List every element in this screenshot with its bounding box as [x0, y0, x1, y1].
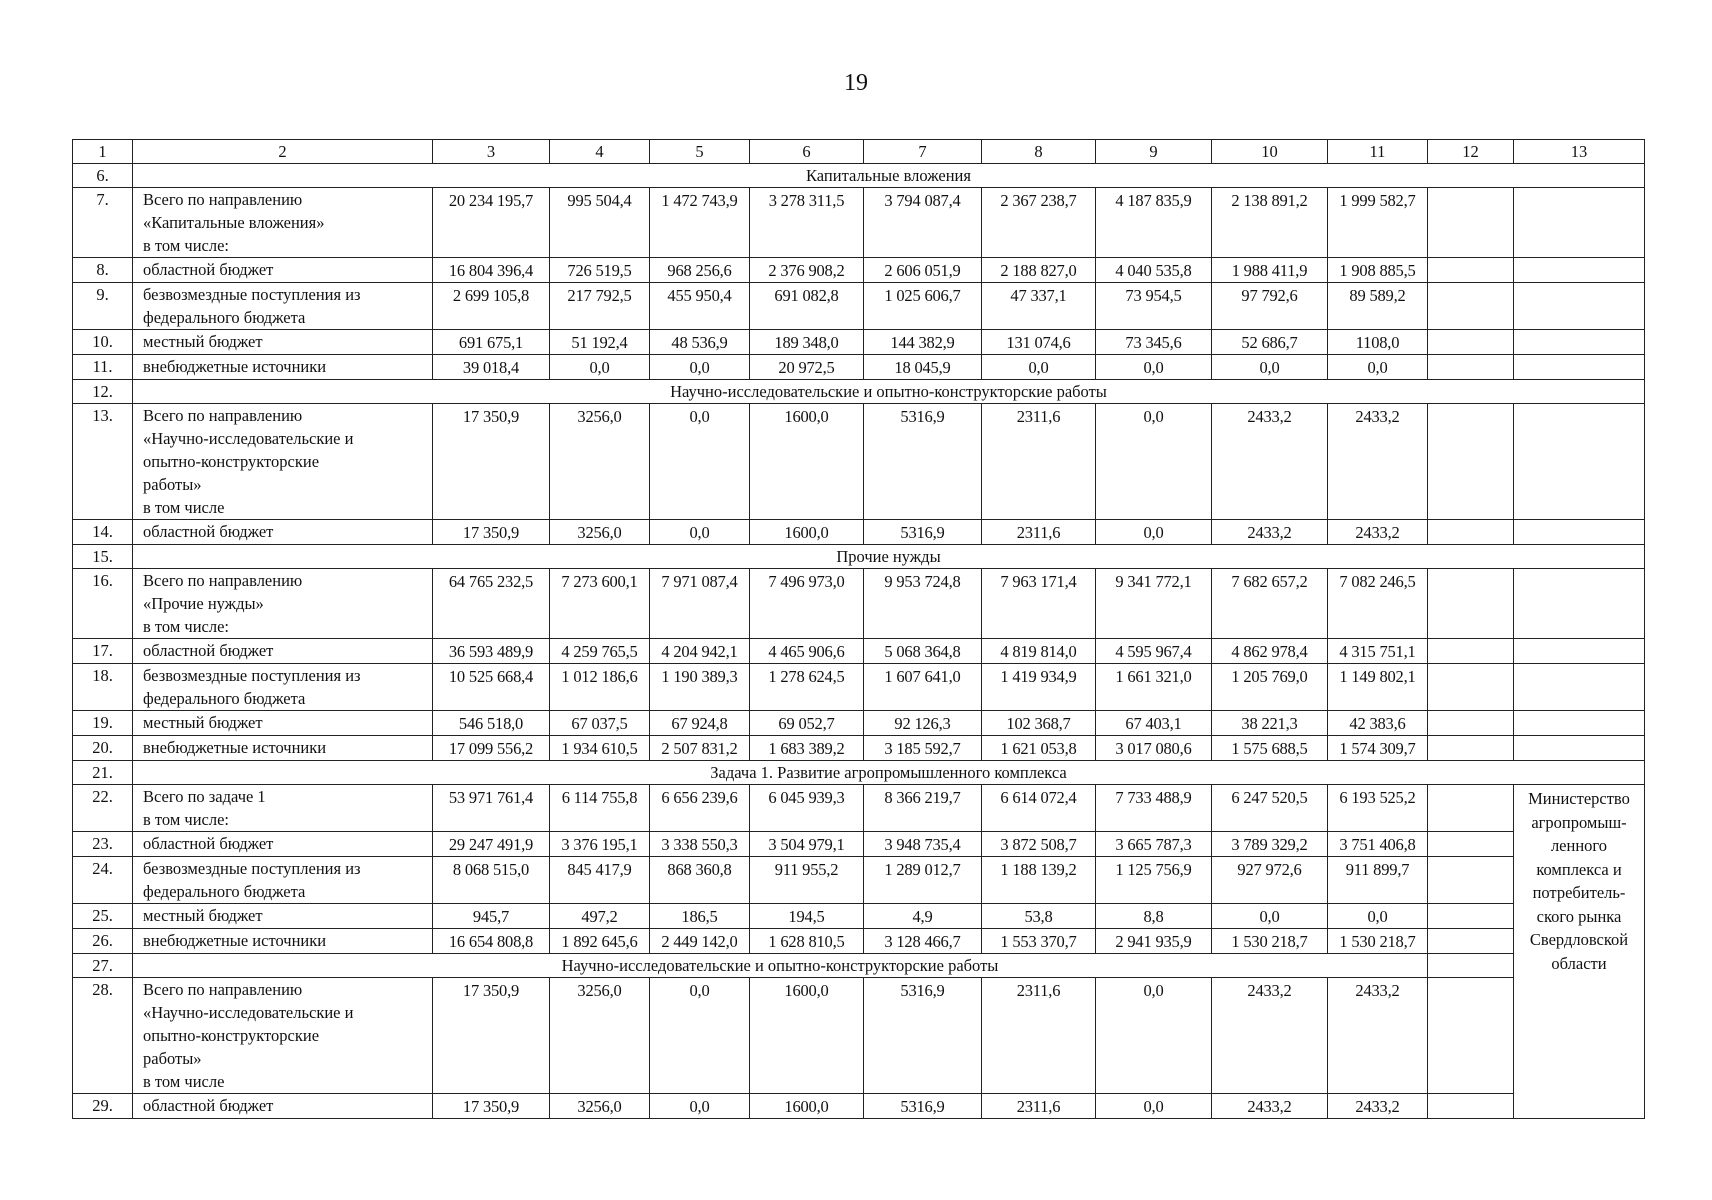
value-cell: 1 628 810,5 — [750, 929, 864, 954]
table-row — [73, 520, 1645, 545]
value-cell: 4 595 967,4 — [1096, 639, 1212, 664]
value-cell: 131 074,6 — [982, 330, 1096, 355]
value-cell: 6 193 525,2 — [1328, 785, 1428, 832]
value-cell: 7 273 600,1 — [550, 569, 650, 639]
row-label: Всего по направлению «Научно-исследовательские и опытно-конструкторские работы» в том числе — [133, 404, 433, 520]
value-cell: 67 403,1 — [1096, 711, 1212, 736]
table-row — [73, 330, 1645, 355]
table-row — [73, 639, 1645, 664]
row-number: 7. — [73, 188, 133, 258]
row-number: 16. — [73, 569, 133, 639]
value-cell: 1 289 012,7 — [864, 857, 982, 904]
row-number: 6. — [73, 164, 133, 188]
value-cell: 36 593 489,9 — [433, 639, 550, 664]
column-header: 5 — [650, 140, 750, 164]
value-cell: 3256,0 — [550, 404, 650, 520]
row-number: 12. — [73, 380, 133, 404]
value-cell: 0,0 — [650, 1094, 750, 1119]
empty-cell — [1428, 904, 1514, 929]
value-cell: 5316,9 — [864, 520, 982, 545]
value-cell: 2311,6 — [982, 978, 1096, 1094]
row-number: 26. — [73, 929, 133, 954]
value-cell: 67 037,5 — [550, 711, 650, 736]
value-cell: 968 256,6 — [650, 258, 750, 283]
table-row — [73, 736, 1645, 761]
value-cell: 5316,9 — [864, 1094, 982, 1119]
row-label: местный бюджет — [133, 904, 433, 929]
value-cell: 0,0 — [1328, 904, 1428, 929]
empty-cell — [1428, 569, 1514, 639]
value-cell: 2311,6 — [982, 1094, 1096, 1119]
row-number: 15. — [73, 545, 133, 569]
row-label: областной бюджет — [133, 1094, 433, 1119]
table-row — [73, 258, 1645, 283]
value-cell: 1 621 053,8 — [982, 736, 1096, 761]
value-cell: 0,0 — [1096, 355, 1212, 380]
value-cell: 6 614 072,4 — [982, 785, 1096, 832]
value-cell: 17 350,9 — [433, 404, 550, 520]
value-cell: 73 345,6 — [1096, 330, 1212, 355]
value-cell: 1 125 756,9 — [1096, 857, 1212, 904]
value-cell: 691 675,1 — [433, 330, 550, 355]
value-cell: 3 376 195,1 — [550, 832, 650, 857]
row-number: 11. — [73, 355, 133, 380]
value-cell: 1108,0 — [1328, 330, 1428, 355]
value-cell: 8,8 — [1096, 904, 1212, 929]
value-cell: 102 368,7 — [982, 711, 1096, 736]
value-cell: 4,9 — [864, 904, 982, 929]
value-cell: 7 082 246,5 — [1328, 569, 1428, 639]
value-cell: 3 504 979,1 — [750, 832, 864, 857]
row-number: 21. — [73, 761, 133, 785]
value-cell: 7 971 087,4 — [650, 569, 750, 639]
value-cell: 73 954,5 — [1096, 283, 1212, 330]
value-cell: 0,0 — [650, 520, 750, 545]
value-cell: 6 656 239,6 — [650, 785, 750, 832]
value-cell: 0,0 — [982, 355, 1096, 380]
table-body — [73, 140, 1645, 1119]
value-cell: 0,0 — [1096, 520, 1212, 545]
value-cell: 4 204 942,1 — [650, 639, 750, 664]
table-row — [73, 1094, 1645, 1119]
value-cell: 3 278 311,5 — [750, 188, 864, 258]
value-cell: 1 892 645,6 — [550, 929, 650, 954]
empty-cell — [1428, 929, 1514, 954]
value-cell: 189 348,0 — [750, 330, 864, 355]
column-header: 2 — [133, 140, 433, 164]
row-number: 22. — [73, 785, 133, 832]
row-label: безвозмездные поступления из федерального бюджета — [133, 664, 433, 711]
empty-cell — [1428, 404, 1514, 520]
value-cell: 20 972,5 — [750, 355, 864, 380]
value-cell: 6 045 939,3 — [750, 785, 864, 832]
empty-cell — [1514, 520, 1645, 545]
value-cell: 3 872 508,7 — [982, 832, 1096, 857]
value-cell: 1 149 802,1 — [1328, 664, 1428, 711]
value-cell: 4 259 765,5 — [550, 639, 650, 664]
row-label: безвозмездные поступления из федерального бюджета — [133, 283, 433, 330]
value-cell: 1600,0 — [750, 1094, 864, 1119]
value-cell: 3 751 406,8 — [1328, 832, 1428, 857]
value-cell: 4 040 535,8 — [1096, 258, 1212, 283]
value-cell: 7 733 488,9 — [1096, 785, 1212, 832]
table-row — [73, 664, 1645, 711]
table-row — [73, 711, 1645, 736]
budget-table — [72, 139, 1645, 1119]
row-number: 9. — [73, 283, 133, 330]
value-cell: 6 114 755,8 — [550, 785, 650, 832]
empty-cell — [1428, 520, 1514, 545]
table-row — [73, 929, 1645, 954]
row-label: безвозмездные поступления из федерального бюджета — [133, 857, 433, 904]
row-number: 14. — [73, 520, 133, 545]
value-cell: 16 804 396,4 — [433, 258, 550, 283]
value-cell: 0,0 — [650, 978, 750, 1094]
row-number: 29. — [73, 1094, 133, 1119]
value-cell: 5316,9 — [864, 978, 982, 1094]
column-header-row — [73, 140, 1645, 164]
value-cell: 52 686,7 — [1212, 330, 1328, 355]
value-cell: 186,5 — [650, 904, 750, 929]
value-cell: 194,5 — [750, 904, 864, 929]
value-cell: 1 574 309,7 — [1328, 736, 1428, 761]
empty-cell — [1428, 664, 1514, 711]
value-cell: 1 530 218,7 — [1212, 929, 1328, 954]
value-cell: 0,0 — [550, 355, 650, 380]
row-label: местный бюджет — [133, 330, 433, 355]
value-cell: 4 819 814,0 — [982, 639, 1096, 664]
section-row — [73, 761, 1645, 785]
row-number: 10. — [73, 330, 133, 355]
row-label: областной бюджет — [133, 520, 433, 545]
row-label: внебюджетные источники — [133, 929, 433, 954]
value-cell: 89 589,2 — [1328, 283, 1428, 330]
table-row — [73, 832, 1645, 857]
row-label: Всего по направлению «Прочие нужды» в том числе: — [133, 569, 433, 639]
table-row — [73, 785, 1645, 832]
value-cell: 42 383,6 — [1328, 711, 1428, 736]
empty-cell — [1428, 1094, 1514, 1119]
value-cell: 2433,2 — [1328, 520, 1428, 545]
value-cell: 51 192,4 — [550, 330, 650, 355]
empty-cell — [1514, 711, 1645, 736]
empty-cell — [1428, 283, 1514, 330]
value-cell: 1 683 389,2 — [750, 736, 864, 761]
value-cell: 53,8 — [982, 904, 1096, 929]
value-cell: 1 472 743,9 — [650, 188, 750, 258]
column-header: 1 — [73, 140, 133, 164]
value-cell: 1 012 186,6 — [550, 664, 650, 711]
value-cell: 1 025 606,7 — [864, 283, 982, 330]
value-cell: 1 661 321,0 — [1096, 664, 1212, 711]
value-cell: 38 221,3 — [1212, 711, 1328, 736]
table-row — [73, 569, 1645, 639]
value-cell: 92 126,3 — [864, 711, 982, 736]
row-number: 24. — [73, 857, 133, 904]
value-cell: 4 862 978,4 — [1212, 639, 1328, 664]
value-cell: 7 496 973,0 — [750, 569, 864, 639]
value-cell: 2 367 238,7 — [982, 188, 1096, 258]
value-cell: 7 682 657,2 — [1212, 569, 1328, 639]
value-cell: 10 525 668,4 — [433, 664, 550, 711]
row-label: Всего по направлению «Капитальные вложения» в том числе: — [133, 188, 433, 258]
value-cell: 17 350,9 — [433, 978, 550, 1094]
value-cell: 29 247 491,9 — [433, 832, 550, 857]
table-row — [73, 188, 1645, 258]
row-number: 13. — [73, 404, 133, 520]
value-cell: 4 465 906,6 — [750, 639, 864, 664]
column-header: 6 — [750, 140, 864, 164]
value-cell: 845 417,9 — [550, 857, 650, 904]
column-header: 11 — [1328, 140, 1428, 164]
value-cell: 0,0 — [1212, 355, 1328, 380]
table-row — [73, 904, 1645, 929]
section-title: Задача 1. Развитие агропромышленного комплекса — [133, 761, 1645, 785]
value-cell: 47 337,1 — [982, 283, 1096, 330]
empty-cell — [1428, 711, 1514, 736]
table-row — [73, 283, 1645, 330]
column-header: 7 — [864, 140, 982, 164]
value-cell: 1 188 139,2 — [982, 857, 1096, 904]
empty-cell — [1514, 404, 1645, 520]
value-cell: 2311,6 — [982, 520, 1096, 545]
table-row — [73, 857, 1645, 904]
row-label: областной бюджет — [133, 639, 433, 664]
value-cell: 4 315 751,1 — [1328, 639, 1428, 664]
value-cell: 1 988 411,9 — [1212, 258, 1328, 283]
section-row — [73, 164, 1645, 188]
row-number: 18. — [73, 664, 133, 711]
section-row — [73, 545, 1645, 569]
value-cell: 455 950,4 — [650, 283, 750, 330]
column-header: 9 — [1096, 140, 1212, 164]
value-cell: 1 934 610,5 — [550, 736, 650, 761]
value-cell: 2 138 891,2 — [1212, 188, 1328, 258]
value-cell: 69 052,7 — [750, 711, 864, 736]
value-cell: 2433,2 — [1212, 978, 1328, 1094]
value-cell: 39 018,4 — [433, 355, 550, 380]
value-cell: 1 530 218,7 — [1328, 929, 1428, 954]
column-header: 13 — [1514, 140, 1645, 164]
value-cell: 17 350,9 — [433, 520, 550, 545]
value-cell: 1 278 624,5 — [750, 664, 864, 711]
value-cell: 1 908 885,5 — [1328, 258, 1428, 283]
row-label: внебюджетные источники — [133, 355, 433, 380]
value-cell: 1 607 641,0 — [864, 664, 982, 711]
value-cell: 2433,2 — [1328, 978, 1428, 1094]
value-cell: 53 971 761,4 — [433, 785, 550, 832]
table-row — [73, 404, 1645, 520]
value-cell: 995 504,4 — [550, 188, 650, 258]
row-label: Всего по направлению «Научно-исследовательские и опытно-конструкторские работы» в том числе — [133, 978, 433, 1094]
value-cell: 945,7 — [433, 904, 550, 929]
empty-cell — [1428, 188, 1514, 258]
row-number: 19. — [73, 711, 133, 736]
empty-cell — [1428, 736, 1514, 761]
value-cell: 3256,0 — [550, 520, 650, 545]
value-cell: 9 341 772,1 — [1096, 569, 1212, 639]
value-cell: 18 045,9 — [864, 355, 982, 380]
row-number: 23. — [73, 832, 133, 857]
value-cell: 3 789 329,2 — [1212, 832, 1328, 857]
value-cell: 0,0 — [650, 355, 750, 380]
column-header: 12 — [1428, 140, 1514, 164]
value-cell: 0,0 — [1096, 404, 1212, 520]
value-cell: 1600,0 — [750, 520, 864, 545]
value-cell: 2 941 935,9 — [1096, 929, 1212, 954]
value-cell: 3256,0 — [550, 1094, 650, 1119]
value-cell: 6 247 520,5 — [1212, 785, 1328, 832]
value-cell: 0,0 — [1096, 1094, 1212, 1119]
value-cell: 2433,2 — [1212, 1094, 1328, 1119]
value-cell: 20 234 195,7 — [433, 188, 550, 258]
value-cell: 0,0 — [1096, 978, 1212, 1094]
value-cell: 5 068 364,8 — [864, 639, 982, 664]
table-row — [73, 355, 1645, 380]
value-cell: 64 765 232,5 — [433, 569, 550, 639]
section-title: Прочие нужды — [133, 545, 1645, 569]
value-cell: 17 350,9 — [433, 1094, 550, 1119]
value-cell: 2 449 142,0 — [650, 929, 750, 954]
value-cell: 48 536,9 — [650, 330, 750, 355]
value-cell: 67 924,8 — [650, 711, 750, 736]
value-cell: 3 948 735,4 — [864, 832, 982, 857]
empty-cell — [1428, 785, 1514, 832]
value-cell: 2 376 908,2 — [750, 258, 864, 283]
row-number: 28. — [73, 978, 133, 1094]
value-cell: 1 999 582,7 — [1328, 188, 1428, 258]
responsible-executor: Министерство агропромыш- ленного комплекса и потребитель- ского рынка Свердловской области — [1514, 785, 1645, 1119]
empty-cell — [1514, 258, 1645, 283]
empty-cell — [1514, 283, 1645, 330]
value-cell: 2433,2 — [1212, 404, 1328, 520]
section-row — [73, 954, 1645, 978]
value-cell: 2 188 827,0 — [982, 258, 1096, 283]
empty-cell — [1514, 355, 1645, 380]
row-number: 25. — [73, 904, 133, 929]
value-cell: 8 366 219,7 — [864, 785, 982, 832]
section-title: Научно-исследовательские и опытно-конструкторские работы — [133, 380, 1645, 404]
value-cell: 2433,2 — [1328, 404, 1428, 520]
section-row — [73, 380, 1645, 404]
page-number: 19 — [844, 70, 868, 96]
empty-cell — [1428, 832, 1514, 857]
value-cell: 1 575 688,5 — [1212, 736, 1328, 761]
value-cell: 3 185 592,7 — [864, 736, 982, 761]
value-cell: 17 099 556,2 — [433, 736, 550, 761]
value-cell: 7 963 171,4 — [982, 569, 1096, 639]
value-cell: 3256,0 — [550, 978, 650, 1094]
empty-cell — [1514, 736, 1645, 761]
value-cell: 3 665 787,3 — [1096, 832, 1212, 857]
value-cell: 0,0 — [1328, 355, 1428, 380]
value-cell: 927 972,6 — [1212, 857, 1328, 904]
value-cell: 2 606 051,9 — [864, 258, 982, 283]
value-cell: 911 955,2 — [750, 857, 864, 904]
empty-cell — [1514, 569, 1645, 639]
column-header: 10 — [1212, 140, 1328, 164]
value-cell: 217 792,5 — [550, 283, 650, 330]
row-number: 20. — [73, 736, 133, 761]
empty-cell — [1514, 188, 1645, 258]
value-cell: 546 518,0 — [433, 711, 550, 736]
empty-cell — [1428, 857, 1514, 904]
value-cell: 0,0 — [650, 404, 750, 520]
value-cell: 97 792,6 — [1212, 283, 1328, 330]
empty-cell — [1514, 330, 1645, 355]
value-cell: 9 953 724,8 — [864, 569, 982, 639]
row-label: местный бюджет — [133, 711, 433, 736]
column-header: 4 — [550, 140, 650, 164]
row-label: внебюджетные источники — [133, 736, 433, 761]
value-cell: 2 699 105,8 — [433, 283, 550, 330]
value-cell: 691 082,8 — [750, 283, 864, 330]
value-cell: 1 553 370,7 — [982, 929, 1096, 954]
value-cell: 726 519,5 — [550, 258, 650, 283]
row-number: 8. — [73, 258, 133, 283]
value-cell: 2 507 831,2 — [650, 736, 750, 761]
table-row — [73, 978, 1645, 1094]
row-number: 17. — [73, 639, 133, 664]
value-cell: 1 190 389,3 — [650, 664, 750, 711]
row-number: 27. — [73, 954, 133, 978]
value-cell: 497,2 — [550, 904, 650, 929]
value-cell: 3 017 080,6 — [1096, 736, 1212, 761]
value-cell: 2433,2 — [1212, 520, 1328, 545]
empty-cell — [1428, 258, 1514, 283]
value-cell: 0,0 — [1212, 904, 1328, 929]
value-cell: 5316,9 — [864, 404, 982, 520]
value-cell: 3 128 466,7 — [864, 929, 982, 954]
value-cell: 2433,2 — [1328, 1094, 1428, 1119]
value-cell: 1 205 769,0 — [1212, 664, 1328, 711]
column-header: 3 — [433, 140, 550, 164]
value-cell: 144 382,9 — [864, 330, 982, 355]
value-cell: 1 419 934,9 — [982, 664, 1096, 711]
empty-cell — [1428, 355, 1514, 380]
empty-cell — [1514, 664, 1645, 711]
row-label: областной бюджет — [133, 832, 433, 857]
empty-cell — [1428, 978, 1514, 1094]
value-cell: 16 654 808,8 — [433, 929, 550, 954]
section-title: Научно-исследовательские и опытно-конструкторские работы — [133, 954, 1428, 978]
value-cell: 1600,0 — [750, 978, 864, 1094]
value-cell: 1600,0 — [750, 404, 864, 520]
empty-cell — [1428, 639, 1514, 664]
empty-cell — [1514, 639, 1645, 664]
column-header: 8 — [982, 140, 1096, 164]
value-cell: 868 360,8 — [650, 857, 750, 904]
value-cell: 3 794 087,4 — [864, 188, 982, 258]
value-cell: 3 338 550,3 — [650, 832, 750, 857]
value-cell: 4 187 835,9 — [1096, 188, 1212, 258]
empty-cell — [1428, 330, 1514, 355]
row-label: Всего по задаче 1 в том числе: — [133, 785, 433, 832]
row-label: областной бюджет — [133, 258, 433, 283]
value-cell: 2311,6 — [982, 404, 1096, 520]
value-cell: 8 068 515,0 — [433, 857, 550, 904]
section-title: Капитальные вложения — [133, 164, 1645, 188]
value-cell: 911 899,7 — [1328, 857, 1428, 904]
